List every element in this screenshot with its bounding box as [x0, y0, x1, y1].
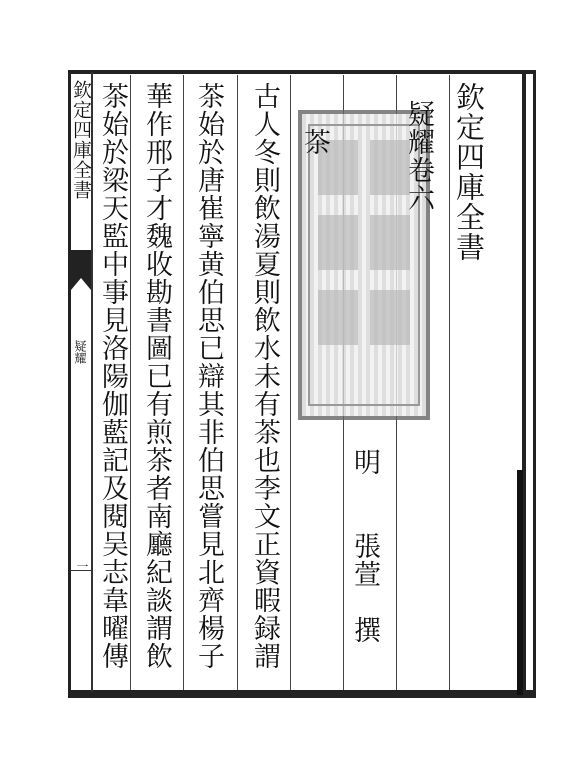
- section-heading-column: 茶: [299, 128, 330, 156]
- gutter-series-title: 欽定四庫全書: [70, 80, 92, 200]
- gutter-book-title: 疑耀: [73, 340, 87, 364]
- frame-bottom-rule: [68, 690, 536, 698]
- volume-title-column: 疑耀卷六: [403, 100, 434, 212]
- text-column-4: 茶始於梁天監中事見洛陽伽藍記及閱吴志韋曜傳: [97, 82, 128, 670]
- column-divider: [130, 75, 131, 690]
- seal-glyph: [370, 290, 410, 345]
- gutter-page-number: 一: [75, 560, 89, 572]
- text-column-1: 古人冬則飲湯夏則飲水未有茶也李文正資暇録謂: [249, 82, 280, 670]
- column-divider: [290, 75, 291, 690]
- frame-top-rule: [68, 70, 536, 74]
- frame-right-accent: [517, 470, 523, 695]
- text-column-2: 茶始於唐崔寧黄伯思已辯其非伯思嘗見北齊楊子: [193, 82, 224, 670]
- column-divider: [183, 75, 184, 690]
- author-column: 明 張萱 撰: [349, 448, 380, 644]
- column-divider: [237, 75, 238, 690]
- seal-glyph: [370, 215, 410, 270]
- seal-glyph: [318, 215, 358, 270]
- column-divider: [449, 75, 450, 690]
- seal-glyph: [318, 290, 358, 345]
- series-title-column: 欽定四庫全書: [452, 82, 486, 262]
- text-column-3: 華作邢子才魏收勘書圖已有煎茶者南廳紀談謂飲: [141, 82, 172, 670]
